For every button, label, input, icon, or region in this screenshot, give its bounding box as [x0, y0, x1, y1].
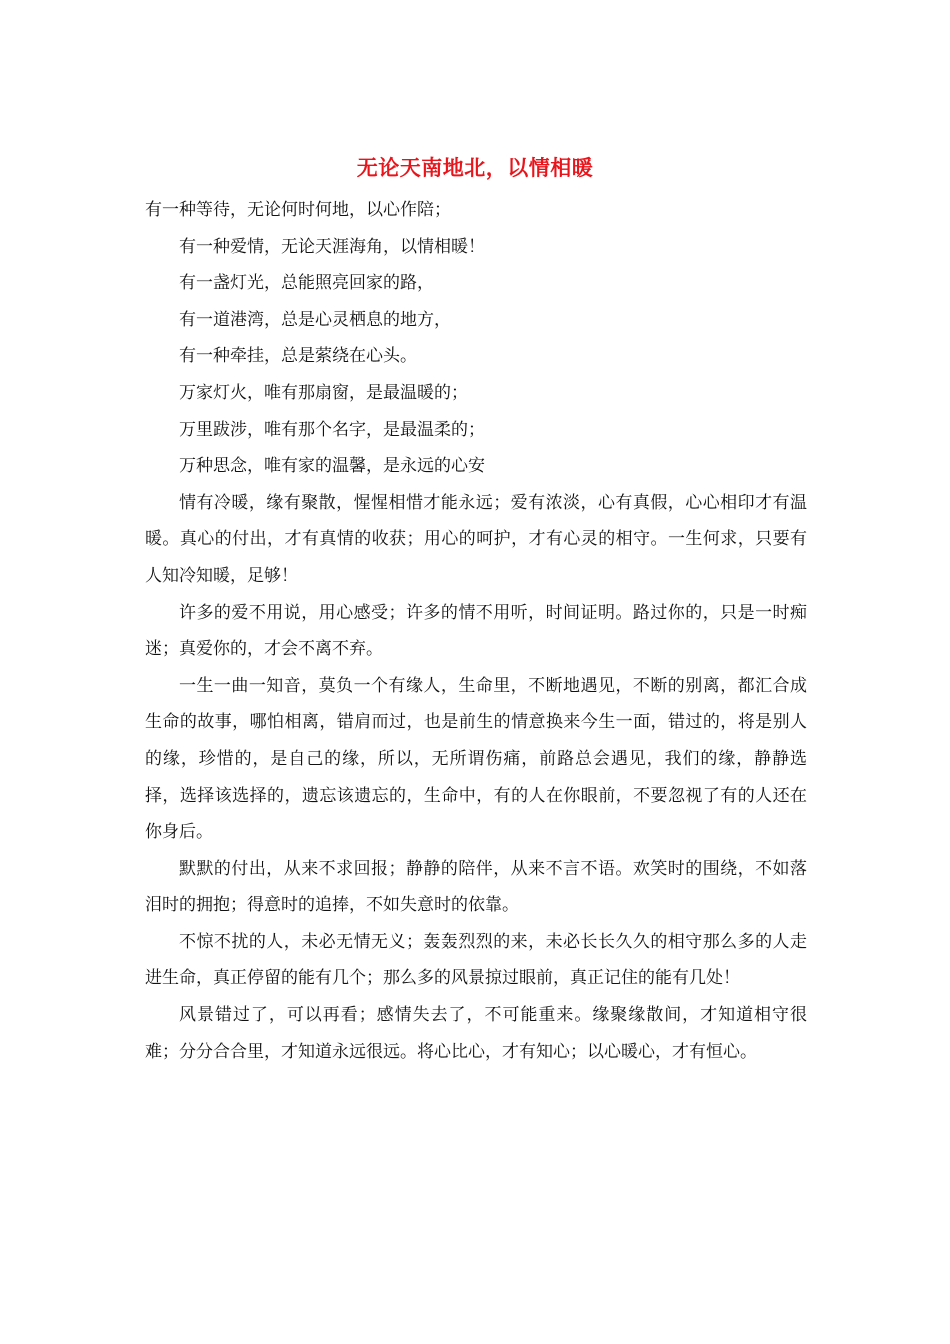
document-body [145, 192, 807, 1070]
paragraph: 风景错过了，可以再看；感情失去了，不可能重来。缘聚缘散间，才知道相守很难；分分合合里，才知道永远很远。将心比心，才有知心；以心暖心，才有恒心。 [145, 1005, 807, 1062]
verse-line: 万里跋涉，唯有那个名字，是最温柔的； [179, 419, 485, 440]
paragraph: 不惊不扰的人，未必无情无义；轰轰烈烈的来，未必长长久久的相守那么多的人走进生命，真正停留的能有几个；那么多的风景掠过眼前，真正记住的能有几处！ [145, 931, 807, 989]
verse-line: 万家灯火，唯有那扇窗，是最温暖的； [179, 382, 468, 403]
verse-line: 有一盏灯光，总能照亮回家的路， [179, 273, 434, 294]
first-line: 有一种等待，无论何时何地，以心作陪； [145, 200, 451, 220]
paragraph: 情有冷暖，缘有聚散，惺惺相惜才能永远；爱有浓淡，心有真假，心心相印才有温暖。真心的付出，才有真情的收获；用心的呵护，才有心灵的相守。一生何求，只要有人知冷知暖，足够！ [145, 492, 807, 586]
verse-line: 有一种爱情，无论天涯海角，以情相暖！ [179, 236, 485, 257]
document-title: 无论天南地北，以情相暖 [356, 155, 594, 180]
verse-line: 万种思念，唯有家的温馨，是永远的心安 [179, 456, 485, 477]
verse-line: 有一种牵挂，总是萦绕在心头。 [179, 346, 417, 367]
verse-line: 有一道港湾，总是心灵栖息的地方， [179, 309, 451, 330]
paragraph: 默默的付出，从来不求回报；静静的陪伴，从来不言不语。欢笑时的围绕，不如落泪时的拥抱；得意时的追捧，不如失意时的依靠。 [145, 858, 807, 916]
paragraph: 一生一曲一知音，莫负一个有缘人，生命里，不断地遇见，不断的别离，都汇合成生命的故事，哪怕相离，错肩而过，也是前生的情意换来今生一面，错过的，将是别人的缘，珍惜的，是自己的缘，所以，无所谓伤痛，前路总会遇见，我们的缘，静静选择，选择该选择的，遗忘该遗忘的，生命中，有的人在你眼前，不要忽视了有的人还在你身后。 [145, 675, 807, 843]
paragraph: 许多的爱不用说，用心感受；许多的情不用听，时间证明。路过你的，只是一时痴迷；真爱你的，才会不离不弃。 [145, 602, 807, 660]
